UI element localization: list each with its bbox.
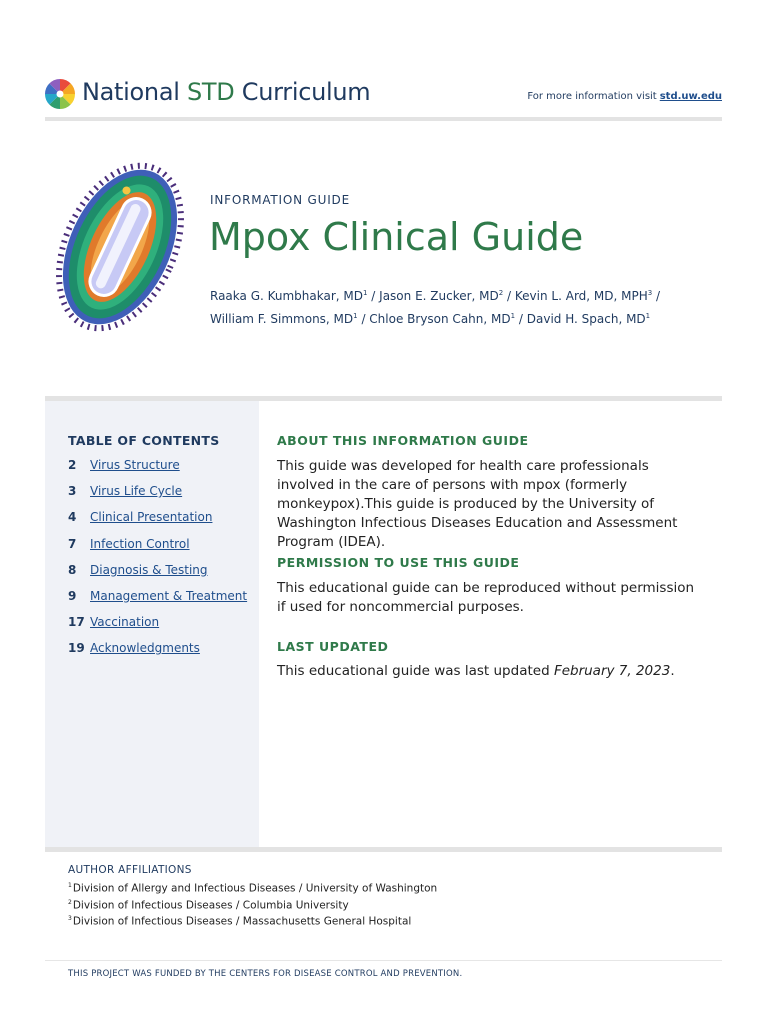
affiliation-item: $^1$Division of Allergy and Infectious Diseases / University of Washington — [68, 882, 438, 895]
toc-link-infection-control[interactable]: Infection Control — [90, 536, 190, 551]
author-list — [210, 283, 690, 329]
info-line: For more information visit std.uw.edu — [527, 91, 722, 102]
funding-divider — [45, 960, 722, 961]
header-divider — [45, 117, 722, 121]
author: Raaka G. Kumbhakar, $MD^1$ / — [210, 289, 380, 303]
toc-page-number: 3 — [68, 484, 77, 499]
about-heading: ABOUT THIS INFORMATION GUIDE — [277, 433, 529, 448]
last-updated-heading: LAST UPDATED — [277, 639, 389, 654]
author: William F. Simmons, $MD^1$ / — [210, 312, 370, 326]
toc-page-number: 9 — [68, 588, 77, 603]
last-updated-body: This educational guide was last updated February 7, 2023. — [277, 663, 675, 679]
author: Jason E. Zucker, $MD^2$ / — [379, 289, 515, 303]
toc-item — [68, 510, 247, 536]
document-kicker: INFORMATION GUIDE — [210, 193, 350, 207]
toc-item — [68, 563, 247, 589]
affiliation-item: $^2$Division of Infectious Diseases / Columbia University — [68, 898, 349, 911]
affiliation-item: $^3$Division of Infectious Diseases / Massachusetts General Hospital — [68, 915, 412, 928]
toc-item — [68, 484, 247, 510]
mpox-virus-illustration — [50, 155, 190, 340]
toc-link-diagnosis-testing[interactable]: Diagnosis & Testing — [90, 562, 208, 577]
toc-link-virus-structure[interactable]: Virus Structure — [90, 458, 180, 472]
toc-page-number: 17 — [68, 615, 85, 630]
permission-heading: PERMISSION TO USE THIS GUIDE — [277, 555, 520, 570]
affiliations-title: AUTHOR AFFILIATIONS — [68, 864, 192, 876]
toc-link-virus-life-cycle[interactable]: Virus Life Cycle — [90, 484, 183, 499]
table-of-contents — [68, 458, 247, 668]
toc-link-clinical-presentation[interactable]: Clinical Presentation — [90, 510, 213, 525]
toc-page-number: 7 — [68, 536, 77, 551]
toc-item — [68, 458, 247, 484]
toc-item — [68, 615, 247, 641]
author: Chloe Bryson Cahn, $MD^1$ / — [369, 312, 527, 326]
toc-page-number: 8 — [68, 562, 77, 577]
brand-name: National STD Curriculum — [82, 78, 371, 106]
website-link[interactable]: std.uw.edu — [659, 91, 722, 102]
toc-heading: TABLE OF CONTENTS — [68, 433, 220, 448]
toc-page-number: 4 — [68, 510, 77, 525]
funding-note: THIS PROJECT WAS FUNDED BY THE CENTERS FOR DISEASE CONTROL AND PREVENTION. — [68, 969, 463, 979]
permission-body: This educational guide can be reproduced without permission if used for noncommercial purposes. — [277, 580, 695, 615]
logo-icon — [44, 78, 76, 110]
toc-page-number: 19 — [68, 641, 85, 656]
about-body: This guide was developed for health care professionals involved in the care of persons with mpox (formerly monkeypox).This guide is produced by the University of Washington Infectious Diseases Education and Assessment Program (IDEA). — [277, 458, 678, 550]
toc-link-acknowledgments[interactable]: Acknowledgments — [90, 641, 200, 656]
author-line-2 — [210, 306, 690, 329]
toc-page-number: 2 — [68, 458, 77, 472]
toc-item — [68, 589, 247, 615]
toc-item — [68, 537, 247, 563]
page-title: Mpox Clinical Guide — [209, 215, 584, 259]
author: David H. Spach, $MD^1$ — [526, 312, 651, 326]
last-updated-date: February 7, 2023 — [553, 663, 671, 679]
toc-item — [68, 641, 247, 667]
toc-link-vaccination[interactable]: Vaccination — [90, 615, 160, 630]
author: Kevin L. Ard, MD, MPH$^3$ / — [514, 289, 661, 303]
footer-divider — [45, 847, 722, 852]
affiliations-list — [68, 879, 437, 929]
author-line-1 — [210, 283, 690, 306]
toc-link-management-treatment[interactable]: Management & Treatment — [90, 588, 248, 603]
